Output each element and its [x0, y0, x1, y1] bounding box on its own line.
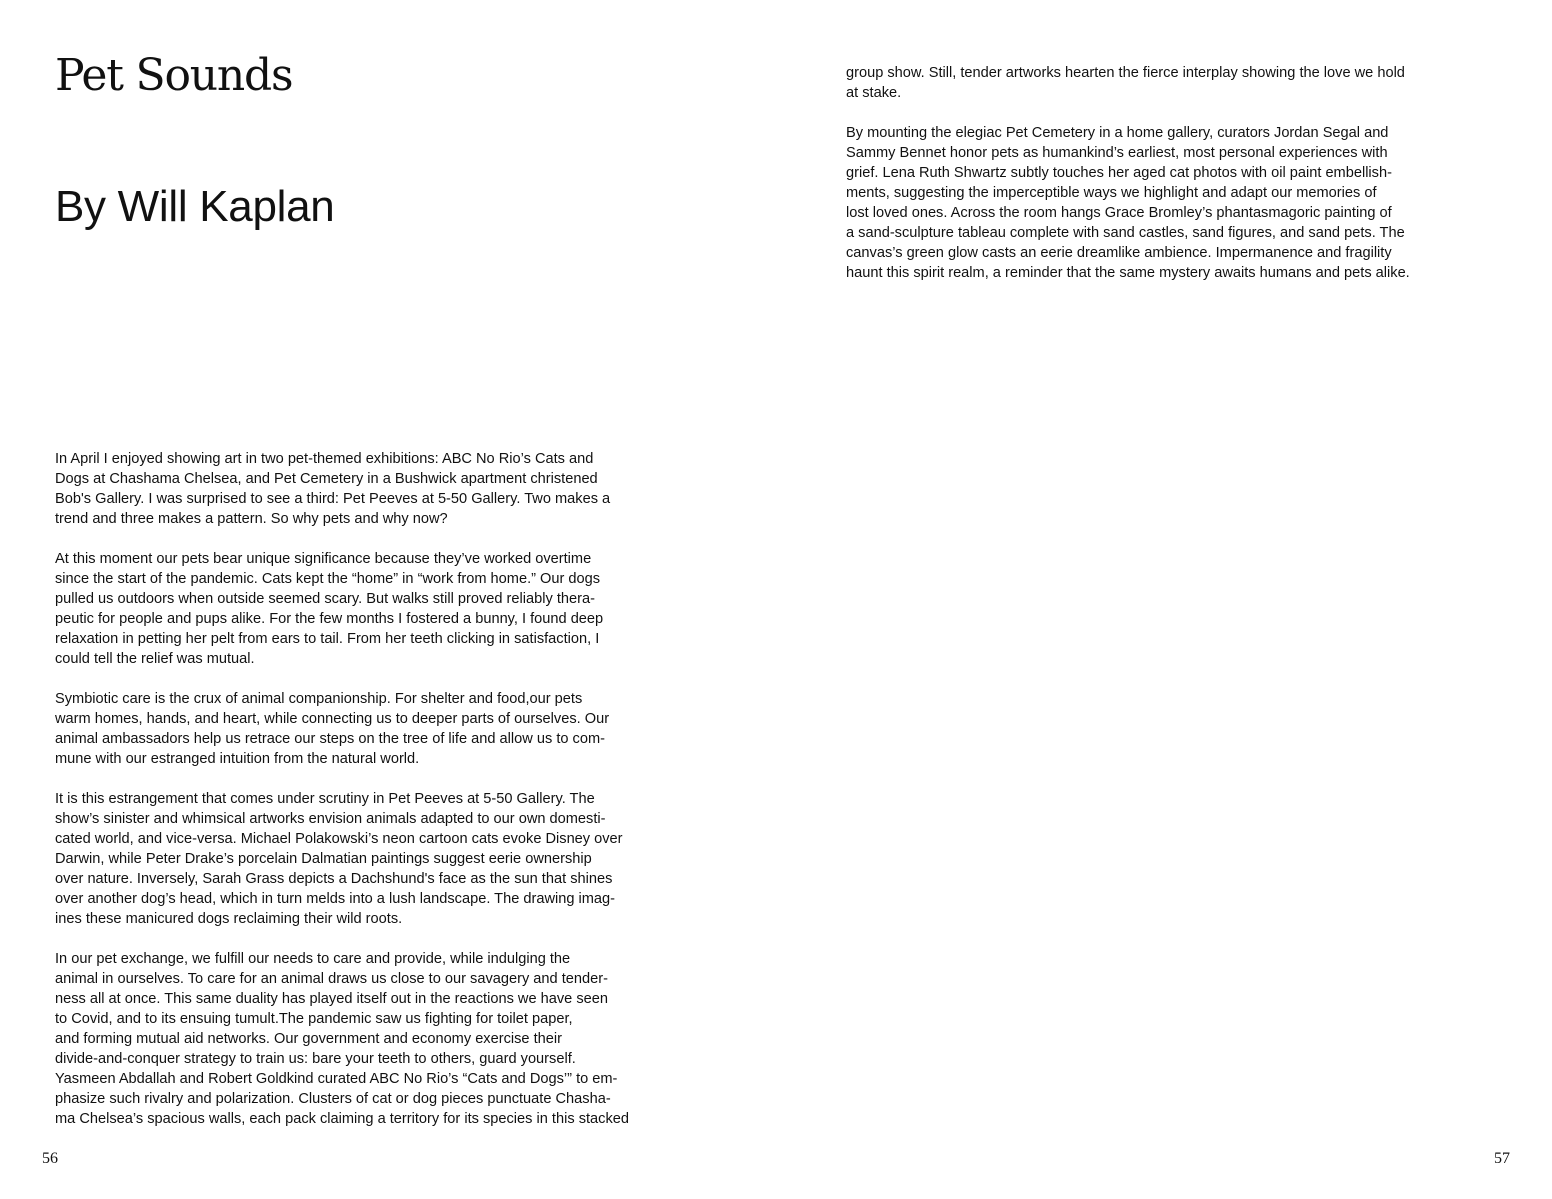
page-number-right: 57	[1494, 1150, 1510, 1167]
body-paragraph: At this moment our pets bear unique significance because they’ve worked overtime since the start of the pandemic. Cats kept the “home” in “work from home.” Our dogs pulled us outdoors when outside seemed scary. But walks still proved reliably thera- peutic for people and pups alike. For the few months I fostered a bunny, I found deep relaxation in petting her pelt from ears to tail. From her teeth clicking in satisfaction, I could tell the relief was mutual.	[55, 551, 604, 667]
article-title: Pet Sounds	[55, 50, 293, 101]
right-body-column	[846, 63, 1526, 283]
page-number-left: 56	[42, 1150, 58, 1167]
body-paragraph: group show. Still, tender artworks hearten the fierce interplay showing the love we hold at stake.	[846, 65, 1405, 101]
right-page	[776, 0, 1552, 1199]
body-paragraph: Symbiotic care is the crux of animal companionship. For shelter and food,our pets warm homes, hands, and heart, while connecting us to deeper parts of ourselves. Our animal ambassadors help us retrace our steps on the tree of life and allow us to com- mune with our estranged intuition from the natural world.	[55, 691, 610, 767]
body-paragraph: In our pet exchange, we fulfill our needs to care and provide, while indulging the animal in ourselves. To care for an animal draws us close to our savagery and tender- ness all at once. This same duality has played itself out in the reactions we have seen to Covid, and to its ensuing tumult.The pandemic saw us fighting for toilet paper, and forming mutual aid networks. Our government and economy exercise their divide-and-conquer strategy to train us: bare your teeth to others, guard yourself. Yasmeen Abdallah and Robert Goldkind curated ABC No Rio’s “Cats and Dogs’” to em- phasize such rivalry and polarization. Clusters of cat or dog pieces punctuate Chasha- ma Chelsea’s spacious walls, each pack claiming a territory for its species in this stacked	[55, 951, 629, 1127]
left-body-column	[55, 449, 735, 1129]
article-byline: By Will Kaplan	[55, 182, 335, 231]
body-paragraph: It is this estrangement that comes under scrutiny in Pet Peeves at 5-50 Gallery. The show’s sinister and whimsical artworks envision animals adapted to our own domesti- cated world, and vice-versa. Michael Polakowski’s neon cartoon cats evoke Disney over Darwin, while Peter Drake’s porcelain Dalmatian paintings suggest eerie ownership over nature. Inversely, Sarah Grass depicts a Dachshund's face as the sun that shines over another dog’s head, which in turn melds into a lush landscape. The drawing imag- ines these manicured dogs reclaiming their wild roots.	[55, 791, 623, 927]
body-paragraph: By mounting the elegiac Pet Cemetery in a home gallery, curators Jordan Segal and Sammy Bennet honor pets as humankind’s earliest, most personal experiences with grief. Lena Ruth Shwartz subtly touches her aged cat photos with oil paint embellish- ments, suggesting the imperceptible ways we highlight and adapt our memories of lost loved ones. Across the room hangs Grace Bromley’s phantasmagoric painting of a sand-sculpture tableau complete with sand castles, sand figures, and sand pets. The canvas’s green glow casts an eerie dreamlike ambience. Impermanence and fragility haunt this spirit realm, a reminder that the same mystery awaits humans and pets alike.	[846, 125, 1410, 281]
body-paragraph: In April I enjoyed showing art in two pet-themed exhibitions: ABC No Rio’s Cats and Dogs at Chashama Chelsea, and Pet Cemetery in a Bushwick apartment christened Bob's Gallery. I was surprised to see a third: Pet Peeves at 5-50 Gallery. Two makes a trend and three makes a pattern. So why pets and why now?	[55, 451, 611, 527]
